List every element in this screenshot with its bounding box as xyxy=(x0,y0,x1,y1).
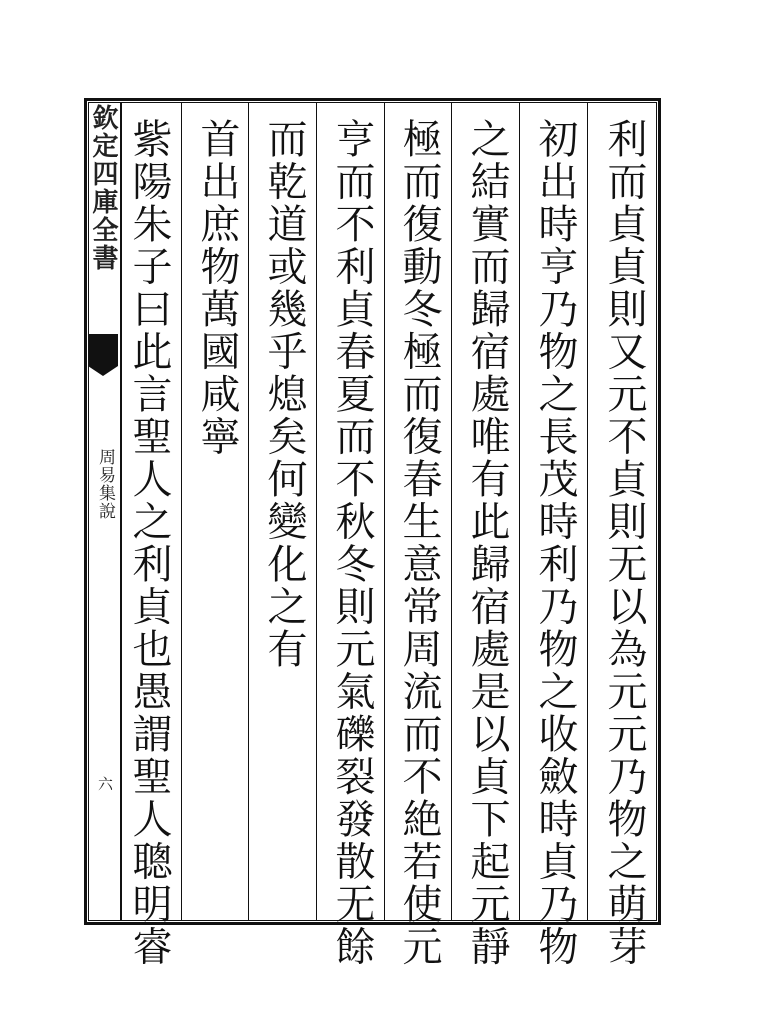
column-rule xyxy=(587,102,588,921)
text-column-4: 極而復動冬極而復春生意常周流而不絶若使元 xyxy=(396,118,442,968)
text-column-8: 紫陽朱子曰此言聖人之利貞也愚謂聖人聰明睿 xyxy=(126,118,172,968)
text-column-5: 亨而不利貞春夏而不秋冬則元氣礫裂發散无餘 xyxy=(329,118,375,968)
book-title: 周易集說 xyxy=(95,448,115,520)
margin-rule xyxy=(120,102,122,921)
text-column-6: 而乾道或幾乎熄矣何變化之有 xyxy=(261,118,307,671)
column-rule xyxy=(519,102,520,921)
column-rule xyxy=(181,102,182,921)
page-number: 六 xyxy=(96,776,114,791)
text-column-2: 初出時亨乃物之長茂時利乃物之收斂時貞乃物 xyxy=(532,118,578,968)
column-rule xyxy=(248,102,249,921)
column-rule xyxy=(384,102,385,921)
column-rule xyxy=(451,102,452,921)
text-column-1: 利而貞貞則又元不貞則无以為元元乃物之萌芽 xyxy=(601,118,647,968)
collection-title: 欽定四庫全書 xyxy=(88,104,118,272)
column-rule xyxy=(316,102,317,921)
text-column-7: 首出庶物萬國咸寧 xyxy=(194,118,240,458)
text-column-3: 之結實而歸宿處唯有此歸宿處是以貞下起元靜 xyxy=(464,118,510,968)
fish-tail-mark xyxy=(88,334,118,366)
